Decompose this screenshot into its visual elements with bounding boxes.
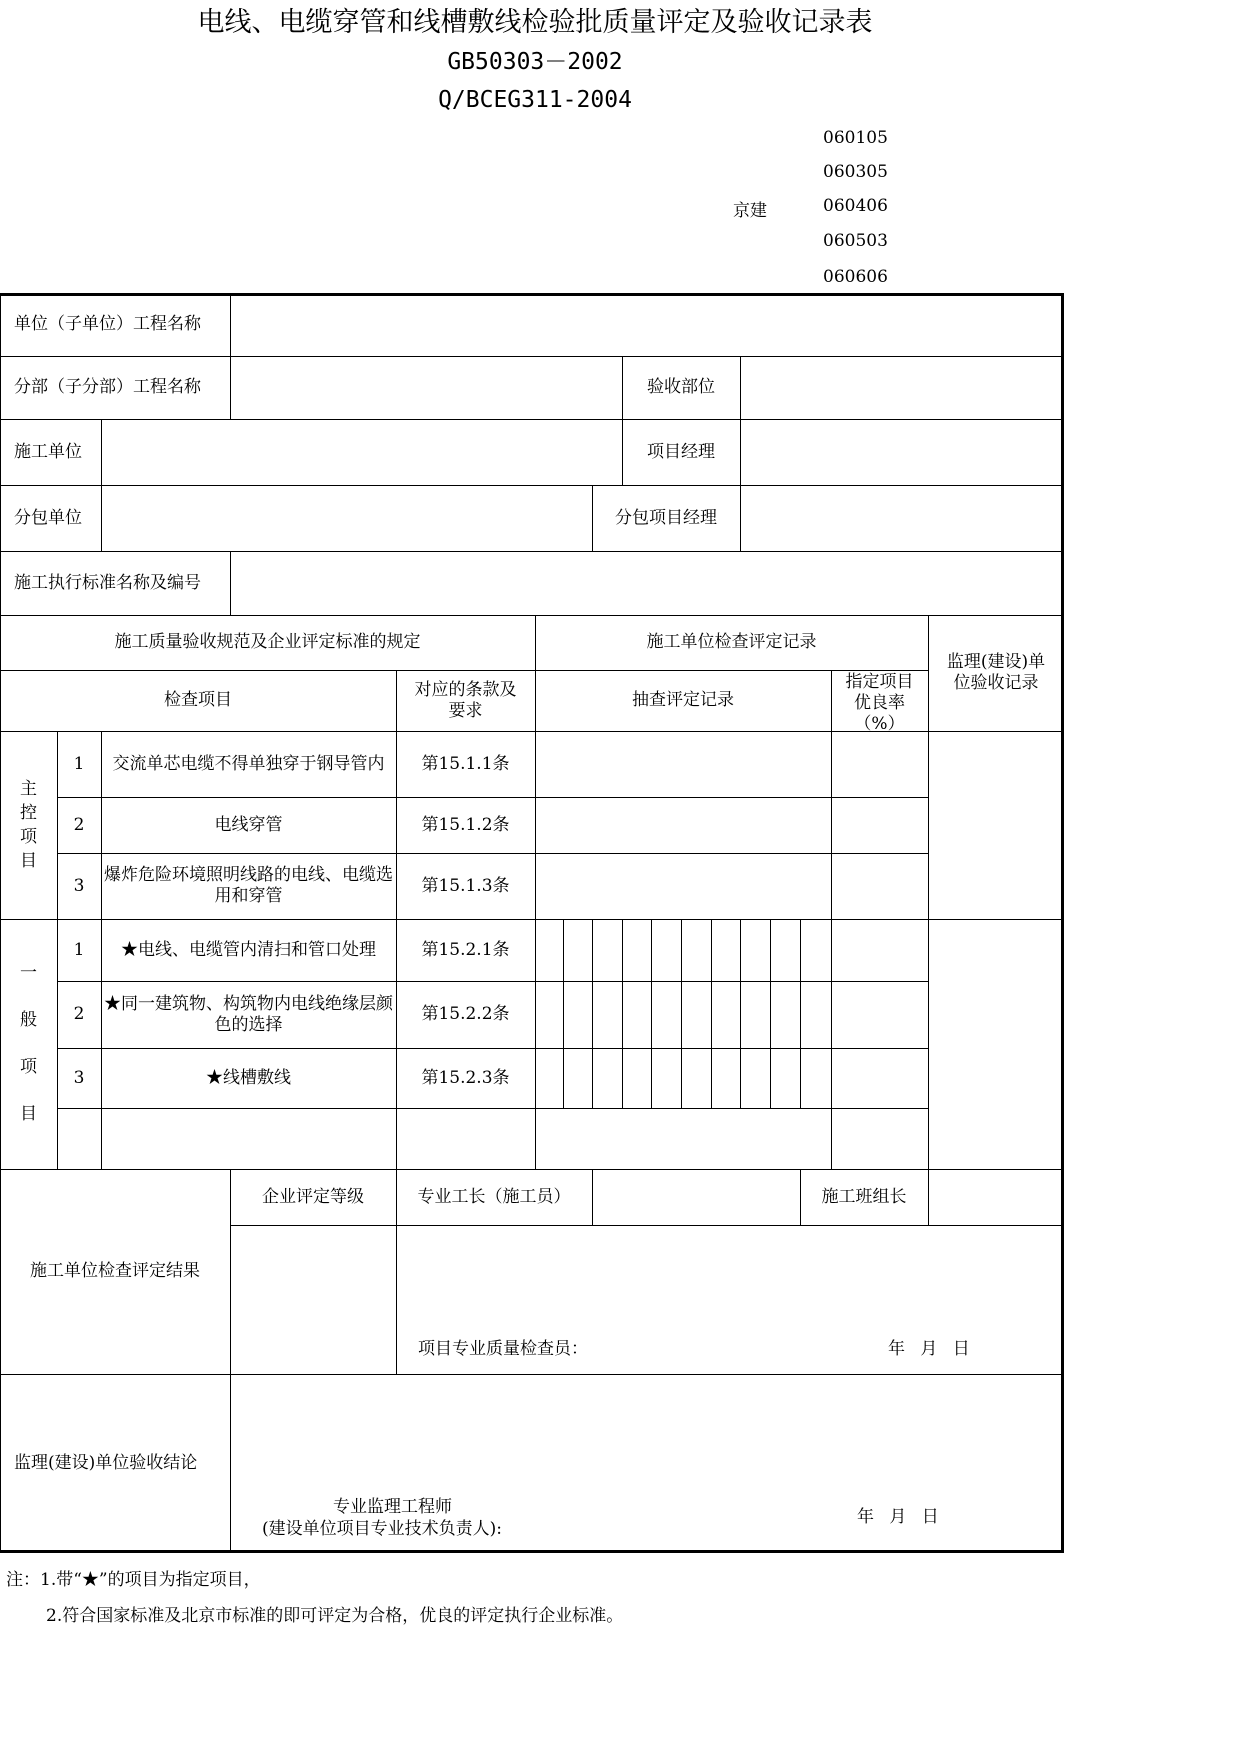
main-item-name: 电线穿管 [214,814,283,835]
sample-record-header: 抽查评定记录 [632,690,734,710]
row-line [0,485,1064,486]
conclusion-date: 年 月 日 [857,1507,939,1527]
inspection-form [0,293,1069,1557]
general-item-name: ★同一建筑物、构筑物内电线绝缘层颜色的选择 [104,993,393,1035]
subcontractor-label: 分包单位 [14,507,82,528]
general-item-name: ★电线、电缆管内清扫和管口处理 [121,939,376,960]
grade-label: 企业评定等级 [262,1186,364,1207]
sub-project-manager-label: 分包项目经理 [615,507,717,528]
foreman-label: 专业工长（施工员） [417,1186,571,1207]
row-line [0,419,1064,420]
column-line [831,670,832,1169]
standard-code-national: GB50303－2002 [447,49,623,75]
form-code: 060305 [823,162,888,182]
supervision-header: 监理(建设)单位验收记录 [946,652,1046,693]
row-line [57,1108,928,1109]
main-control-label: 主 控 项 目 [20,779,37,871]
general-item-clause: 第15.2.2条 [421,1004,510,1024]
form-title: 电线、电缆穿管和线槽敷线检验批质量评定及验收记录表 [197,7,873,38]
main-item-name: 交流单芯电缆不得单独穿于钢导管内 [112,753,385,774]
jingjian-label: 京建 [733,201,767,221]
column-line [101,419,102,551]
sample-grid-line [770,919,771,1108]
sample-grid-line [651,919,652,1108]
acceptance-part-label: 验收部位 [647,377,715,397]
unit-project-label: 单位（子单位）工程名称 [14,314,201,334]
main-item-no: 1 [73,753,85,774]
general-item-clause: 第15.2.1条 [421,939,510,960]
excellent-rate-header: 指定项目优良率（%） [845,672,914,731]
general-item-clause: 第15.2.3条 [421,1067,510,1088]
engineer-signature-sublabel: (建设单位项目专业技术负责人): [262,1519,502,1539]
general-item-no: 3 [73,1067,85,1088]
construction-unit-label: 施工单位 [14,441,82,462]
general-item-no: 2 [73,1004,85,1024]
form-code: 060406 [823,196,888,216]
main-item-name: 爆炸危险环境照明线路的电线、电缆选用和穿管 [104,865,393,906]
standard-name-label: 施工执行标准名称及编号 [14,572,201,593]
form-code: 060105 [823,128,888,148]
note-line: 注：1.带“★”的项目为指定项目， [6,1570,261,1590]
main-item-no: 3 [73,875,85,896]
column-line [230,293,231,356]
check-result-label: 施工单位检查评定结果 [30,1261,200,1281]
record-header: 施工单位检查评定记录 [646,632,817,652]
sample-grid-line [681,919,682,1108]
column-line [928,1169,929,1225]
main-item-clause: 第15.1.2条 [421,814,510,835]
row-line [230,1225,1064,1226]
clause-header: 对应的条款及要求 [414,679,517,721]
project-manager-label: 项目经理 [647,441,715,462]
engineer-signature-label: 专业监理工程师 [333,1497,452,1517]
spec-header: 施工质量验收规范及企业评定标准的规定 [114,632,421,652]
column-line [230,551,231,615]
inspection-date: 年 月 日 [888,1339,970,1359]
column-line [740,356,741,551]
column-line [230,1169,231,1553]
sample-grid-line [800,919,801,1108]
team-leader-label: 施工班组长 [821,1186,907,1207]
form-code: 060606 [823,267,888,287]
main-item-no: 2 [73,814,85,835]
main-item-clause: 第15.1.3条 [421,875,510,896]
sample-grid-line [622,919,623,1108]
general-item-name: ★线槽敷线 [206,1067,291,1088]
sample-grid-line [711,919,712,1108]
sample-grid-line [740,919,741,1108]
inspector-signature-label: 项目专业质量检查员： [418,1339,588,1359]
general-item-no: 1 [73,939,85,960]
sample-grid-line [563,919,564,1108]
general-label: 一 般 项 目 [20,963,37,1124]
column-line [592,1169,593,1225]
conclusion-label: 监理(建设)单位验收结论 [14,1453,198,1473]
main-item-clause: 第15.1.1条 [421,753,510,774]
check-item-header: 检查项目 [164,690,232,710]
note-line: 2.符合国家标准及北京市标准的即可评定为合格，优良的评定执行企业标准。 [46,1606,624,1626]
sub-project-label: 分部（子分部）工程名称 [14,377,201,397]
column-line [230,356,231,419]
standard-code-enterprise: Q/BCEG311-2004 [438,87,632,113]
sample-grid-line [592,919,593,1108]
form-code: 060503 [823,231,888,251]
notes [6,1562,623,1634]
